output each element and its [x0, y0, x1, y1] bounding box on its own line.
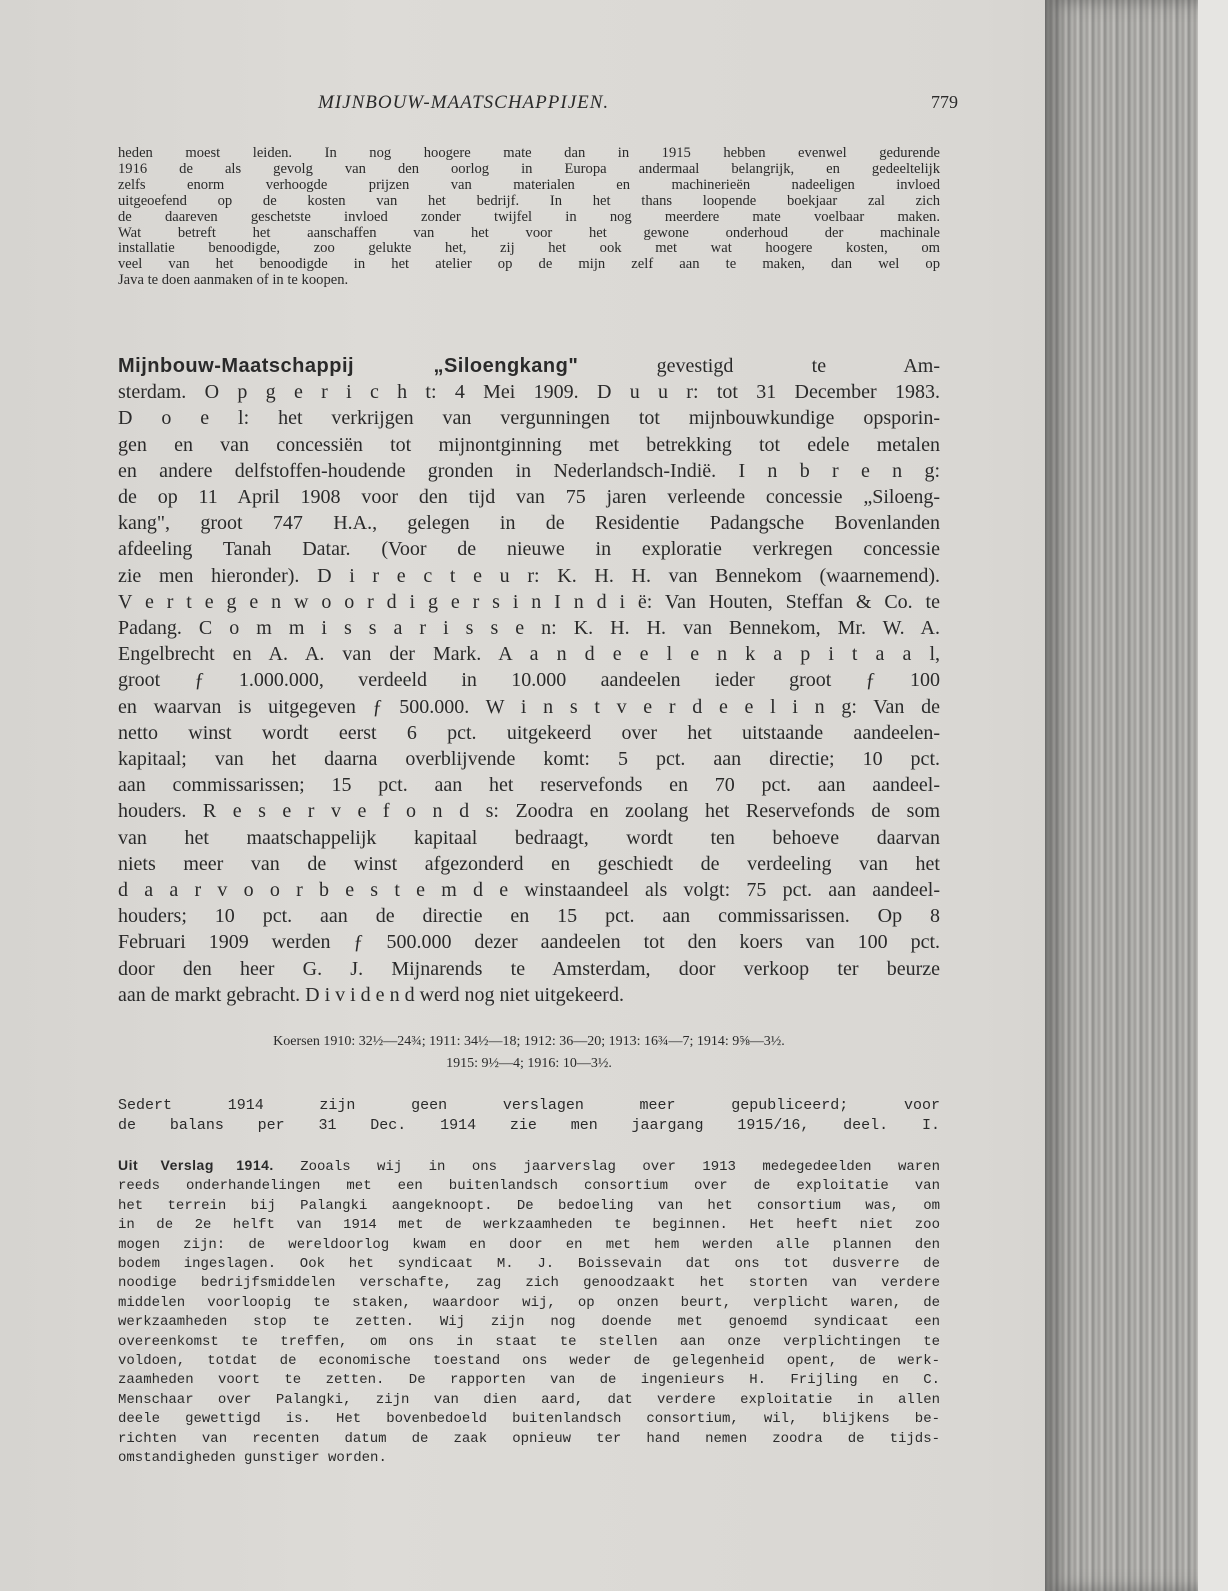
- text-line: Padang. C o m m i s s a r i s s e n: K. H. H. van Bennekom, Mr. W. A.: [118, 617, 940, 640]
- company-heading-line: [118, 353, 940, 379]
- text-line: reeds onderhandelingen met een buitenlandsch consortium over de exploitatie van: [118, 1178, 940, 1195]
- report-heading-rest: Zooals wij in ons jaarverslag over 1913 medegedeelden waren: [273, 1159, 940, 1175]
- text-line: Menschaar over Palangki, zijn van dien aard, dat verdere exploitatie in allen: [118, 1391, 940, 1408]
- text-line: d a a r v o o r b e s t e m d e winstaandeel als volgt: 75 pct. aan aandeel-: [118, 879, 940, 902]
- text-line: sterdam. O p g e r i c h t: 4 Mei 1909. D u u r: tot 31 December 1983.: [118, 381, 940, 404]
- text-line: kang", groot 747 H.A., gelegen in de Residentie Padangsche Bovenlanden: [118, 512, 940, 535]
- reports-note: [118, 1096, 940, 1136]
- text-line: niets meer van de winst afgezonderd en geschiedt de verdeeling van het: [118, 852, 940, 875]
- text-line: werkzaamheden stop te zetten. Wij zijn nog doende met genoemd syndicaat een: [118, 1314, 940, 1331]
- text-line: het terrein bij Palangki aangeknoopt. De bedoeling van het consortium was, om: [118, 1197, 940, 1214]
- text-line: voldoen, totdat de economische toestand ons weder de gelegenheid opent, de werk-: [118, 1353, 940, 1370]
- text-line: houders; 10 pct. aan de directie en 15 pct. aan commissarissen. Op 8: [118, 905, 940, 928]
- text-line: V e r t e g e n w o o r d i g e r s i n I n d i ë: Van Houten, Steffan & Co. te: [118, 590, 940, 613]
- text-line: mogen zijn: de wereldoorlog kwam en door en met hem werden alle plannen den: [118, 1236, 940, 1253]
- reports-note-line: de balans per 31 Dec. 1914 zie men jaargang 1915/16, deel. I.: [118, 1117, 940, 1134]
- running-title: MIJNBOUW-MAATSCHAPPIJEN.: [318, 92, 610, 113]
- text-line: D o e l: het verkrijgen van vergunningen tot mijnbouwkundige opsporin-: [118, 407, 940, 430]
- text-line: de daareven geschetste invloed zonder twijfel in nog meerdere mate voelbaar maken.: [118, 208, 940, 225]
- text-line: afdeeling Tanah Datar. (Voor de nieuwe in exploratie verkregen concessie: [118, 538, 940, 561]
- text-line: deele gewettigd is. Het bovenbedoeld buitenlandsch consortium, wil, blijkens be-: [118, 1411, 940, 1428]
- text-line: omstandigheden gunstiger worden.: [118, 1450, 387, 1467]
- text-line: Java te doen aanmaken of in te koopen.: [118, 272, 349, 289]
- text-line: veel van het benoodigde in het atelier op de mijn zelf aan te maken, dan wel op: [118, 256, 940, 273]
- company-name: Mijnbouw-Maatschappij „Siloengkang": [118, 355, 579, 377]
- text-line: netto winst wordt eerst 6 pct. uitgekeerd over het uitstaande aandeelen-: [118, 721, 940, 744]
- text-line: in de 2e helft van 1914 met de werkzaamheden te beginnen. Het heeft niet zoo: [118, 1217, 940, 1234]
- text-line: en waarvan is uitgegeven ƒ 500.000. W i n s t v e r d e e l i n g: Van de: [118, 695, 940, 718]
- intro-paragraph: [118, 146, 940, 289]
- share-prices-line: 1915: 9½—4; 1916: 10—3½.: [446, 1056, 612, 1071]
- text-line: zelfs enorm verhoogde prijzen van materialen en machinerieën nadeeligen invloed: [118, 176, 940, 193]
- page-number: 779: [931, 92, 958, 112]
- text-line: en andere delfstoffen-houdende gronden in Nederlandsch-Indië. I n b r e n g:: [118, 459, 940, 482]
- book-page-edges: [1045, 0, 1228, 1591]
- running-header: [118, 92, 958, 116]
- text-line: Wat betreft het aanschaffen van het voor het gewone onderhoud der machinale: [118, 224, 940, 241]
- text-line: kapitaal; van het daarna overblijvende komt: 5 pct. aan directie; 10 pct.: [118, 748, 940, 771]
- text-line: heden moest leiden. In nog hoogere mate dan in 1915 hebben evenwel gedurende: [118, 145, 940, 161]
- text-line: door den heer G. J. Mijnarends te Amsterdam, door verkoop ter beurze: [118, 957, 940, 980]
- text-line: groot ƒ 1.000.000, verdeeld in 10.000 aandeelen ieder groot ƒ 100: [118, 669, 940, 692]
- company-entry: [118, 353, 940, 1008]
- text-line: uitgeoefend op de kosten van het bedrijf. In het thans loopende boekjaar zal zich: [118, 192, 940, 209]
- text-line: 1916 de als gevolg van den oorlog in Europa andermaal belangrijk, en gedeeltelijk: [118, 160, 940, 177]
- share-prices-line: Koersen 1910: 32½—24¾; 1911: 34½—18; 1912: 36—20; 1913: 16¾—7; 1914: 9⅝—3½.: [273, 1034, 785, 1049]
- text-line: bodem ingeslagen. Ook het syndicaat M. J. Boissevain dat ons tot dusverre de: [118, 1256, 940, 1273]
- text-line: aan commissarissen; 15 pct. aan het reservefonds en 70 pct. aan aandeel-: [118, 774, 940, 797]
- text-line: Engelbrecht en A. A. van der Mark. A a n d e e l e n k a p i t a a l,: [118, 643, 940, 666]
- text-line: installatie benoodigde, zoo gelukte het, zij het ook met wat hoogere kosten, om: [118, 240, 940, 257]
- company-heading-rest: gevestigd te Am-: [578, 355, 940, 377]
- text-line: de op 11 April 1908 voor den tijd van 75 jaren verleende concessie „Siloeng-: [118, 486, 940, 509]
- report-heading: Uit Verslag 1914.: [118, 1157, 274, 1173]
- text-line: zie men hieronder). D i r e c t e u r: K. H. H. van Bennekom (waarnemend).: [118, 564, 940, 587]
- text-line: van het maatschappelijk kapitaal bedraagt, wordt ten behoeve daarvan: [118, 826, 940, 849]
- text-line: zaamheden voort te zetten. De rapporten van de ingenieurs H. Frijling en C.: [118, 1372, 940, 1389]
- report-1914: [118, 1156, 940, 1469]
- text-line: overeenkomst te treffen, om ons in staat te stellen aan onze verplichtingen te: [118, 1333, 940, 1350]
- text-line: richten van recenten datum de zaak opnieuw ter hand nemen zoodra de tijds-: [118, 1430, 940, 1447]
- text-line: aan de markt gebracht. D i v i d e n d werd nog niet uitgekeerd.: [118, 983, 624, 1006]
- text-line: middelen voorloopig te staken, waardoor wij, op onzen beurt, verplicht waren, de: [118, 1294, 940, 1311]
- text-line: noodige bedrijfsmiddelen verschafte, zag zich genoodzaakt het storten van verdere: [118, 1275, 940, 1292]
- text-line: houders. R e s e r v e f o n d s: Zoodra en zoolang het Reservefonds de som: [118, 800, 940, 823]
- report-heading-line: [118, 1156, 940, 1177]
- text-line: Februari 1909 werden ƒ 500.000 dezer aandeelen tot den koers van 100 pct.: [118, 931, 940, 954]
- reports-note-line: Sedert 1914 zijn geen verslagen meer gepubliceerd; voor: [118, 1097, 940, 1114]
- share-prices: [118, 1031, 940, 1075]
- text-line: gen en van concessiën tot mijnontginning met betrekking tot edele metalen: [118, 433, 940, 456]
